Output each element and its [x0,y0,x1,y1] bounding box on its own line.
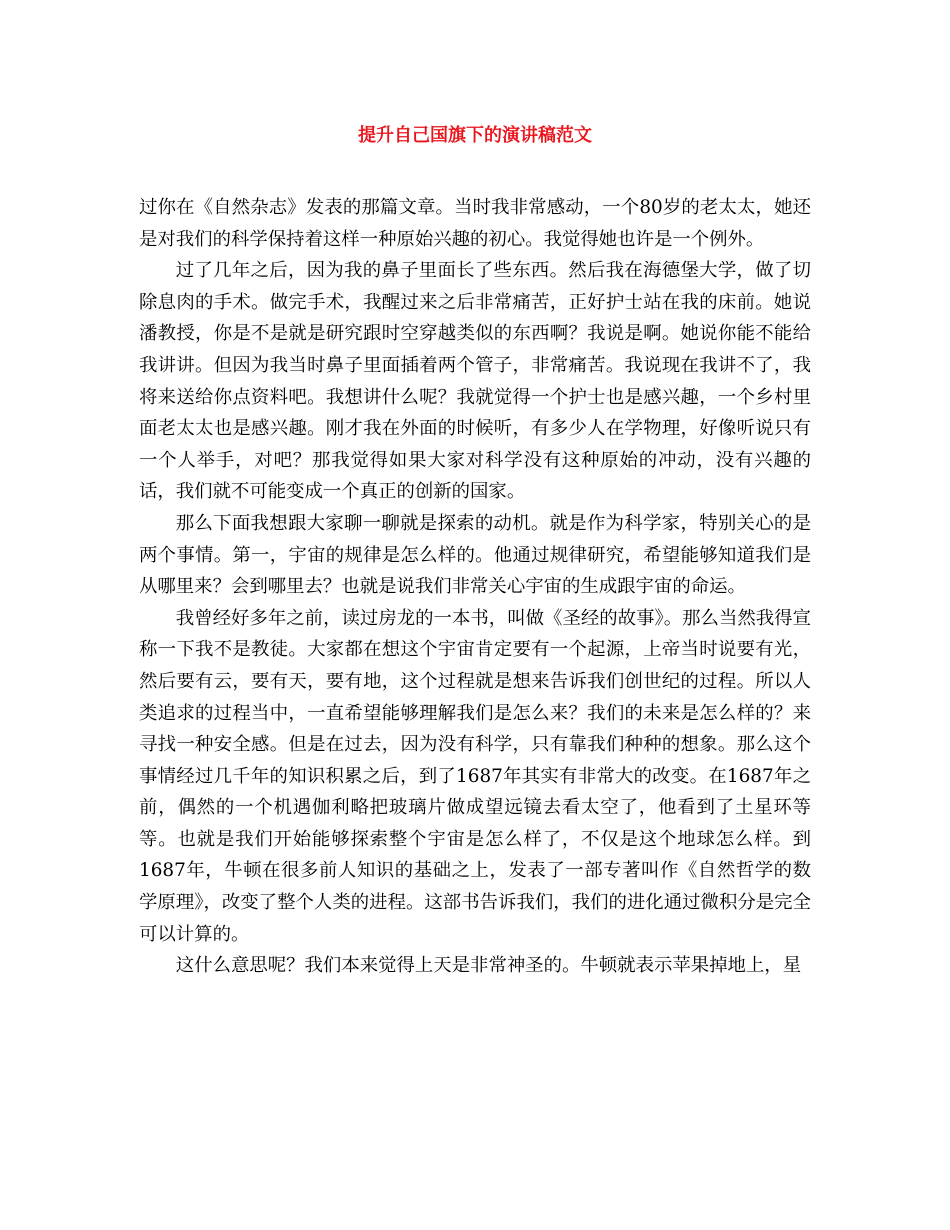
paragraph-3: 那么下面我想跟大家聊一聊就是探索的动机。就是作为科学家，特别关心的是两个事情。第一，宇宙的规律是怎么样的。他通过规律研究，希望能够知道我们是从哪里来？会到哪里去？也就是说我们非常关心宇宙的生成跟宇宙的命运。 [139,512,811,598]
paragraph-1: 过你在《自然杂志》发表的那篇文章。当时我非常感动，一个80岁的老太太，她还是对我们的科学保持着这样一种原始兴趣的初心。我觉得她也许是一个例外。 [139,197,811,250]
document-body [139,192,811,982]
paragraph-5: 这什么意思呢？我们本来觉得上天是非常神圣的。牛顿就表示苹果掉地上，星 [175,955,802,977]
document-title: 提升自己国旗下的演讲稿范文 [358,125,592,146]
paragraph-4: 我曾经好多年之前，读过房龙的一本书，叫做《圣经的故事》。那么当然我得宣称一下我不是教徒。大家都在想这个宇宙肯定要有一个起源，上帝当时说要有光，然后要有云，要有天，要有地，这个过程就是想来告诉我们创世纪的过程。所以人类追求的过程当中，一直希望能够理解我们是怎么来？我们的未来是怎么样的？来寻找一种安全感。但是在过去，因为没有科学，只有靠我们种种的想象。那么这个事情经过几千年的知识积累之后，到了1687年其实有非常大的改变。在1687年之前，偶然的一个机遇伽利略把玻璃片做成望远镜去看太空了，他看到了土星环等等。也就是我们开始能够探索整个宇宙是怎么样了，不仅是这个地球怎么样。到1687年，牛顿在很多前人知识的基础之上，发表了一部专著叫作《自然哲学的数学原理》，改变了整个人类的进程。这部书告诉我们，我们的进化通过微积分是完全可以计算的。 [139,607,811,945]
paragraph-2: 过了几年之后，因为我的鼻子里面长了些东西。然后我在海德堡大学，做了切除息肉的手术。做完手术，我醒过来之后非常痛苦，正好护士站在我的床前。她说潘教授，你是不是就是研究跟时空穿越类似的东西啊？我说是啊。她说你能不能给我讲讲。但因为我当时鼻子里面插着两个管子，非常痛苦。我说现在我讲不了，我将来送给你点资料吧。我想讲什么呢？我就觉得一个护士也是感兴趣，一个乡村里面老太太也是感兴趣。刚才我在外面的时候听，有多少人在学物理，好像听说只有一个人举手，对吧？那我觉得如果大家对科学没有这种原始的冲动，没有兴趣的话，我们就不可能变成一个真正的创新的国家。 [139,260,811,503]
